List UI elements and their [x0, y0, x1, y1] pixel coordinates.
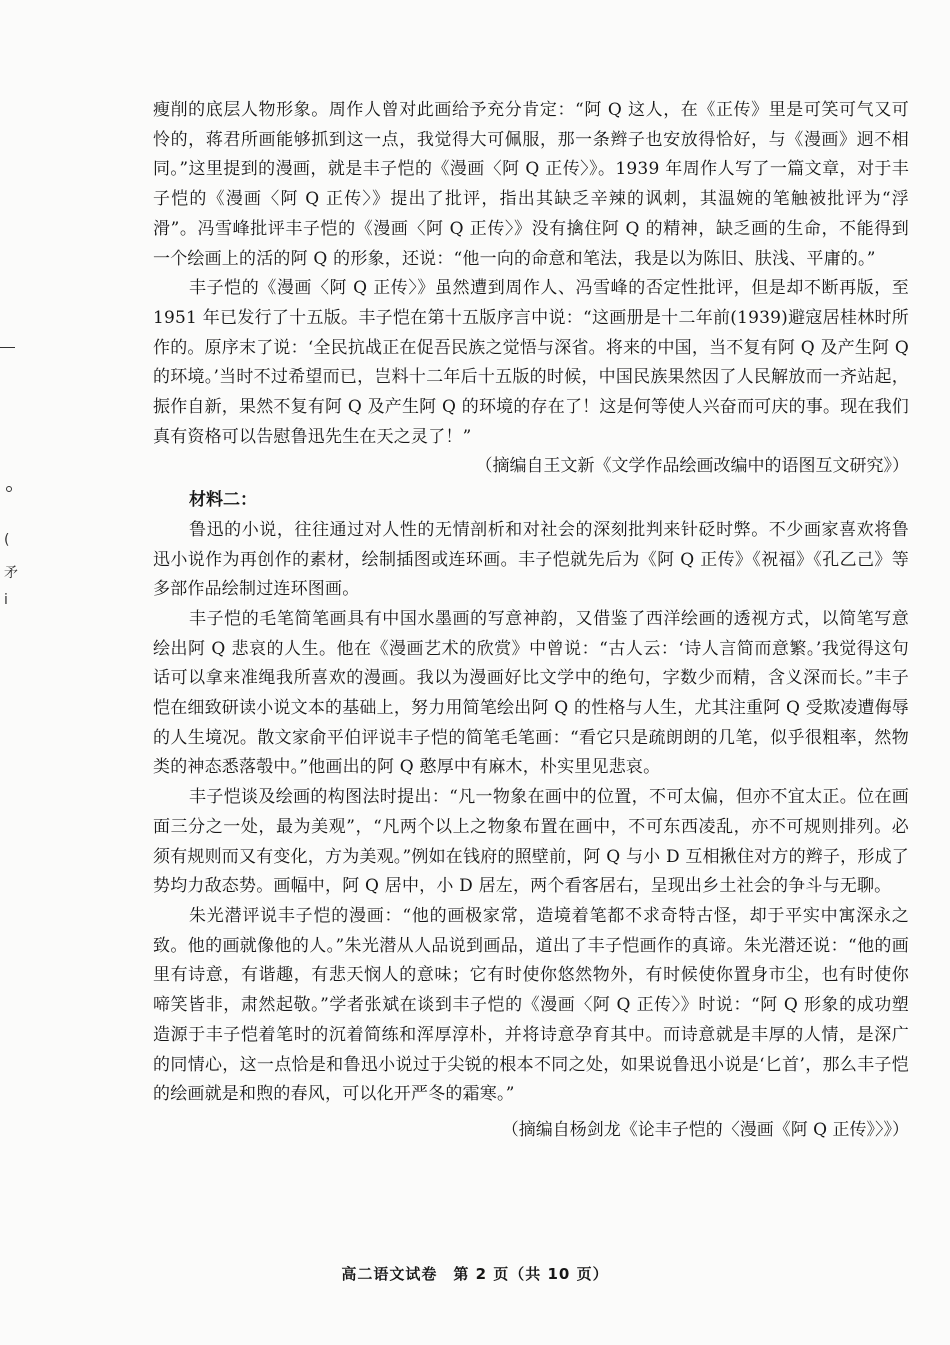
margin-dot-mark: [6, 486, 12, 492]
material-two-heading: 材料二：: [189, 490, 257, 511]
material-two-source: （摘编自杨剑龙《论丰子恺的〈漫画《阿 Q 正传》〉》）: [501, 1119, 909, 1140]
margin-glyph-1: (: [4, 532, 10, 548]
material-one-paragraph-2: 丰子恺的《漫画〈阿 Q 正传〉》虽然遭到周作人、冯雪峰的否定性批评，但是却不断再版，至 1951 年已发行了十五版。丰子恺在第十五版序言中说：“这画册是十二年前(1939)避寇居桂林时所作的。原序末了说：‘全民抗战正在促吾民族之觉悟与深省。将来的中国，当不复有阿 Q 及产生阿 Q 的环境。’当时不过希望而已，岂料十二年后十五版的时候，中国民族果然因了人民解放而一齐站起，振作自新，果然不复有阿 Q 及产生阿 Q 的环境的存在了！这是何等使人兴奋而可庆的事。现在我们真有资格可以告慰鲁迅先生在天之灵了！”: [153, 278, 909, 447]
margin-glyph-3: i: [4, 592, 8, 608]
page-footer: 高二语文试卷 第 2 页（共 10 页）: [341, 1265, 609, 1283]
material-one-source: （摘编自王文新《文学作品绘画改编中的语图互文研究》）: [475, 456, 909, 477]
margin-dash-mark: [0, 347, 15, 348]
material-two-paragraph-2: 丰子恺的毛笔简笔画具有中国水墨画的写意神韵，又借鉴了西洋绘画的透视方式，以简笔写意绘出阿 Q 悲哀的人生。他在《漫画艺术的欣赏》中曾说：“古人云：‘诗人言简而意繁。’我觉得这句话可以拿来准绳我所喜欢的漫画。我以为漫画好比文学中的绝句，字数少而精，含义深而长。”丰子恺在细致研读小说文本的基础上，努力用简笔绘出阿 Q 的性格与人生，尤其注重阿 Q 受欺凌遭侮辱的人生境况。散文家俞平伯评说丰子恺的简笔毛笔画：“看它只是疏朗朗的几笔，似乎很粗率，然物类的神态悉落彀中。”他画出的阿 Q 憨厚中有麻木，朴实里见悲哀。: [153, 608, 909, 778]
material-two-paragraph-4: 朱光潜评说丰子恺的漫画：“他的画极家常，造境着笔都不求奇特古怪，却于平实中寓深永之致。他的画就像他的人。”朱光潜从人品说到画品，道出了丰子恺画作的真谛。朱光潜还说：“他的画里有诗意，有谐趣，有悲天悯人的意味；它有时使你悠然物外，有时候使你置身市尘，也有时使你啼笑皆非，肃然起敬。”学者张斌在谈到丰子恺的《漫画〈阿 Q 正传〉》时说：“阿 Q 形象的成功塑造源于丰子恺着笔时的沉着简练和浑厚淳朴，并将诗意孕育其中。而诗意就是丰厚的人情，是深广的同情心，这一点恰是和鲁迅小说过于尖锐的根本不同之处，如果说鲁迅小说是‘匕首’，那么丰子恺的绘画就是和煦的春风，可以化开严冬的霜寒。”: [153, 905, 909, 1105]
margin-glyph-2: 矛: [4, 565, 18, 581]
material-two-paragraph-1: 鲁迅的小说，往往通过对人性的无情剖析和对社会的深刻批判来针砭时弊。不少画家喜欢将鲁迅小说作为再创作的素材，绘制插图或连环画。丰子恺就先后为《阿 Q 正传》《祝福》《孔乙己》等多部作品绘制过连环图画。: [153, 519, 909, 600]
reading-passage: [153, 96, 909, 1146]
material-one-paragraph-1: 瘦削的底层人物形象。周作人曾对此画给予充分肯定：“阿 Q 这人，在《正传》里是可笑可气又可怜的，蒋君所画能够抓到这一点，我觉得大可佩服，那一条辫子也安放得恰好，与《漫画》迥不相同。”这里提到的漫画，就是丰子恺的《漫画〈阿 Q 正传〉》。1939 年周作人写了一篇文章，对于丰子恺的《漫画〈阿 Q 正传〉》提出了批评，指出其缺乏辛辣的讽刺，其温婉的笔触被批评为“浮滑”。冯雪峰批评丰子恺的《漫画〈阿 Q 正传〉》没有擒住阿 Q 的精神，缺乏画的生命，不能得到一个绘画上的活的阿 Q 的形象，还说：“他一向的命意和笔法，我是以为陈旧、肤浅、平庸的。”: [153, 100, 909, 269]
material-two-paragraph-3: 丰子恺谈及绘画的构图法时提出：“凡一物象在画中的位置，不可太偏，但亦不宜太正。位在画面三分之一处，最为美观”，“凡两个以上之物象布置在画中，不可东西凌乱，亦不可规则排列。必须有规则而又有变化，方为美观。”例如在钱府的照壁前，阿 Q 与小 D 互相揪住对方的辫子，形成了势均力敌态势。画幅中，阿 Q 居中，小 D 居左，两个看客居右，呈现出乡土社会的争斗与无聊。: [153, 787, 909, 897]
